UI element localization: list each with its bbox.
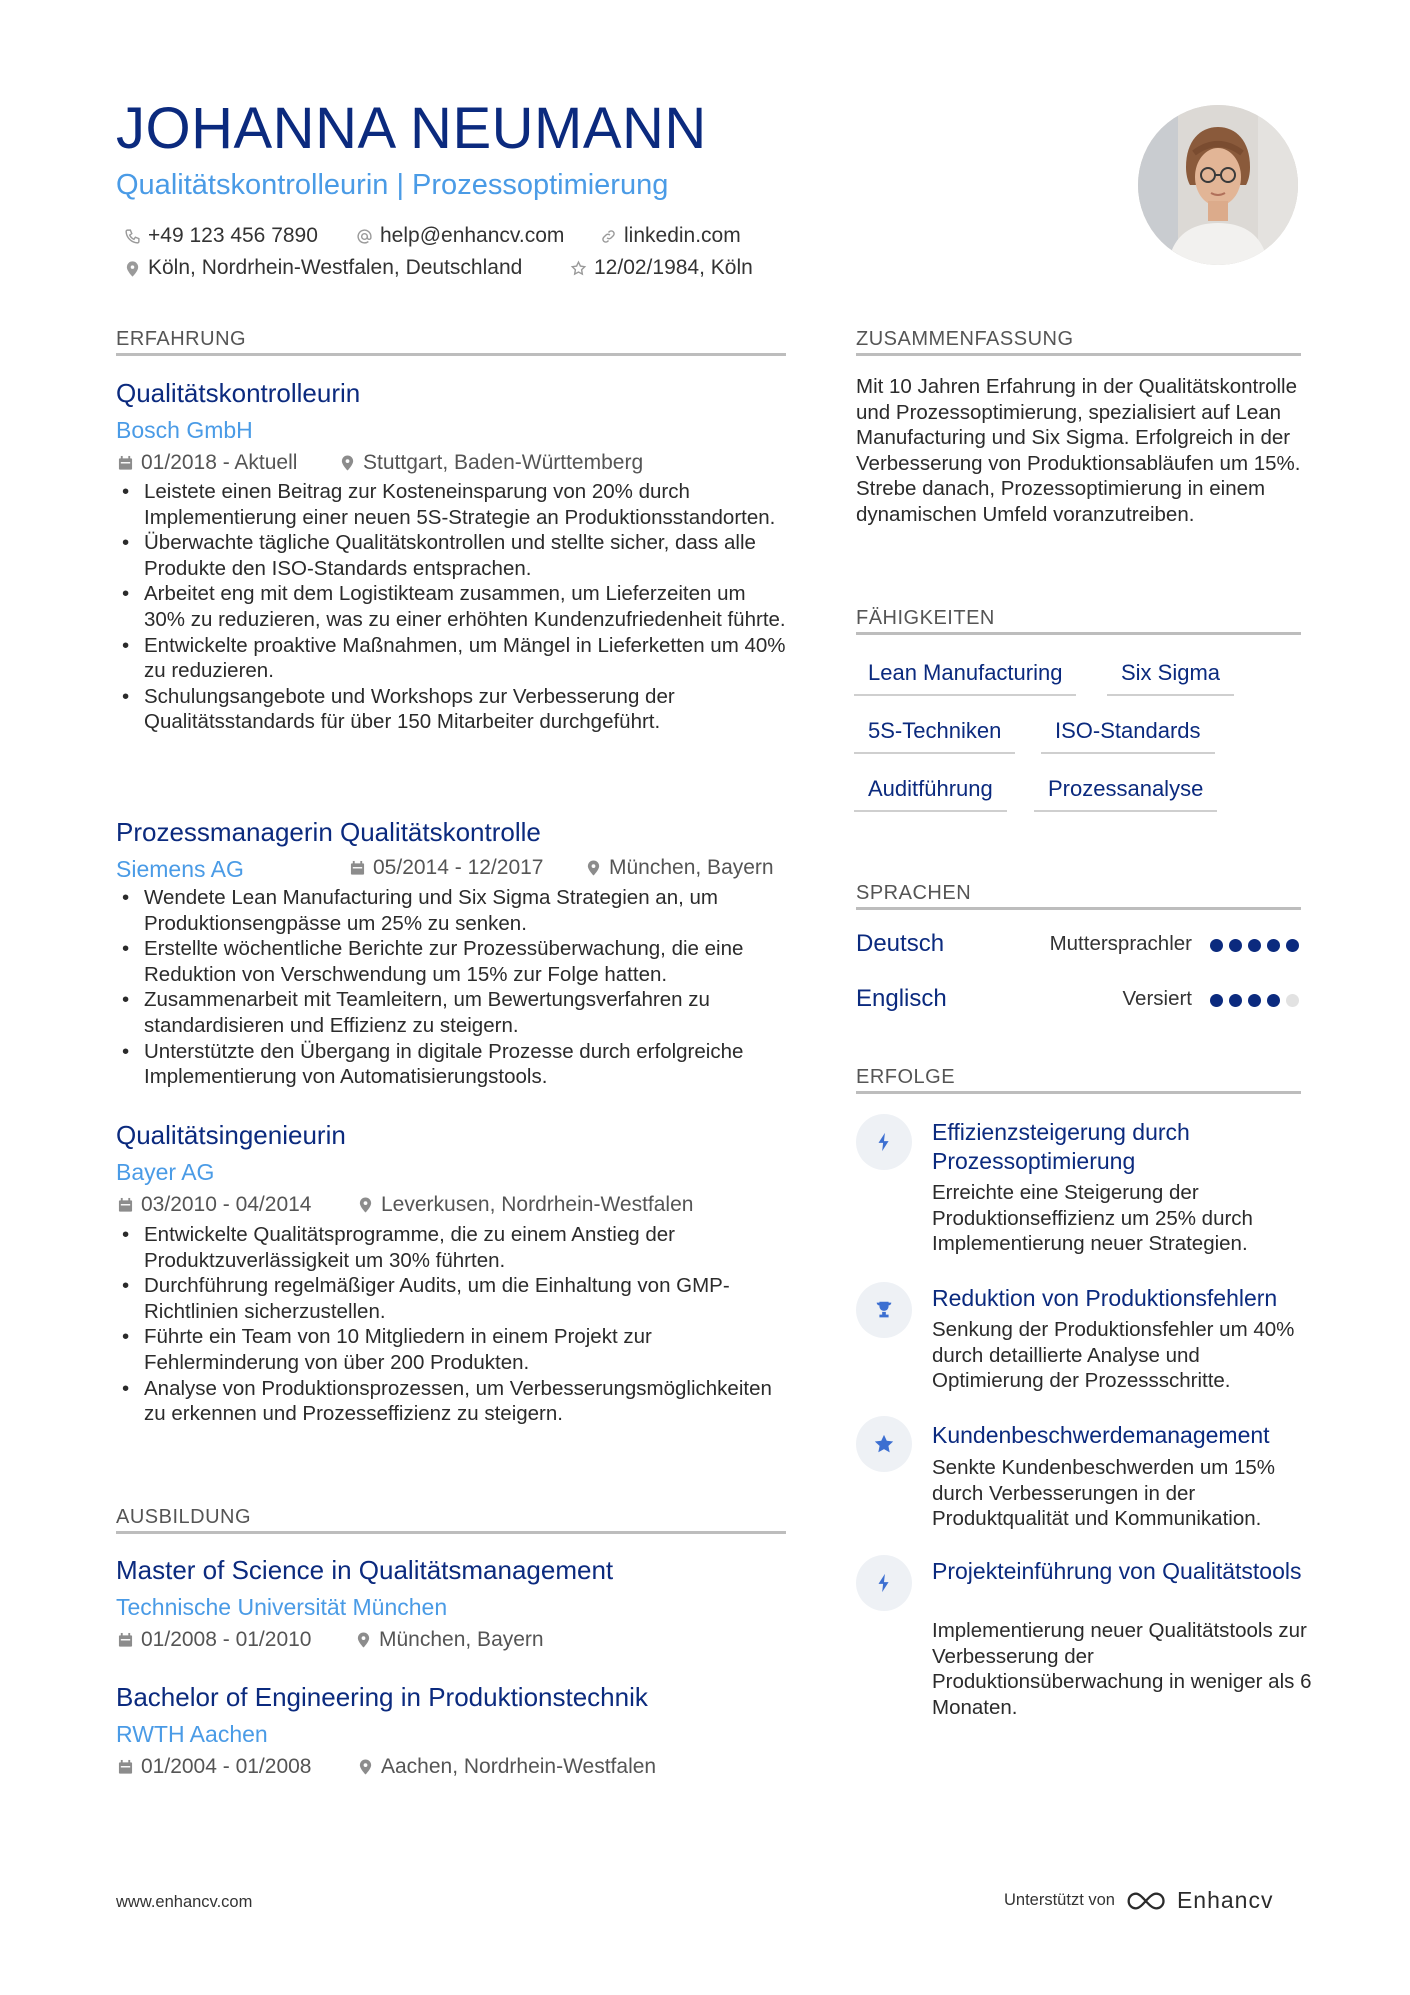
bullet-item: • Überwachte tägliche Qualitätskontrollen und stellte sicher, dass alle Produkte den ISO-Standards entsprachen. [116, 530, 786, 581]
job-location-text: München, Bayern [609, 856, 774, 879]
skill-tag: Prozessanalyse [1034, 770, 1217, 812]
bullet-item: • Erstellte wöchentliche Berichte zur Prozessüberwachung, die eine Reduktion von Verschwendung um 15% zur Folge hatten. [116, 936, 786, 987]
star-outline-icon [570, 260, 587, 277]
rating-dot-filled [1229, 939, 1242, 952]
education-location [358, 1755, 656, 1779]
powered-by-text: Unterstützt von [1004, 1891, 1115, 1909]
achievements-divider [856, 1091, 1301, 1094]
job-bullets [116, 1222, 786, 1427]
education-location-text: Aachen, Nordrhein-Westfalen [381, 1755, 657, 1778]
rating-dot-filled [1229, 994, 1242, 1007]
achievement-title: Effizienzsteigerung durch Prozessoptimierung [932, 1119, 1190, 1174]
linkedin-text: linkedin.com [624, 224, 741, 247]
bullet-item: • Durchführung regelmäßiger Audits, um die Einhaltung von GMP-Richtlinien sicherzustellen. [116, 1273, 786, 1324]
achievement-title: Projekteinführung von Qualitätstools [932, 1558, 1302, 1584]
rating-dot-filled [1210, 994, 1223, 1007]
job-bullets [116, 885, 786, 1090]
rating-dot-filled [1248, 939, 1261, 952]
profile-photo [1138, 105, 1298, 265]
bullet-item: • Zusammenarbeit mit Teamleitern, um Bewertungsverfahren zu standardisieren und Effizienz zu steigern. [116, 987, 786, 1038]
summary-text: Mit 10 Jahren Erfahrung in der Qualitätskontrolle und Prozessoptimierung, spezialisiert auf Lean Manufacturing und Six Sigma. Erfolgreich in der Verbesserung von Produktionsabläufen um 15%. Strebe danach, Prozessoptimierung in einem dynamischen Umfeld voranzutreiben. [856, 375, 1301, 526]
rating-dot-filled [1267, 994, 1280, 1007]
calendar-icon [118, 1632, 133, 1648]
job-location [358, 1193, 693, 1217]
phone-icon [124, 228, 141, 245]
infinity-logo-icon [1125, 1890, 1169, 1912]
link-icon [600, 228, 617, 245]
contact-phone [124, 224, 318, 248]
achievement-desc: Implementierung neuer Qualitätstools zur Verbesserung der Produktionsüberwachung in weniger als 6 Monaten. [932, 1619, 1312, 1719]
job-company: Siemens AG [116, 856, 244, 882]
calendar-icon [350, 860, 365, 876]
skills-divider [856, 632, 1301, 635]
skill-tag: ISO-Standards [1041, 712, 1215, 754]
contact-linkedin[interactable] [600, 224, 741, 248]
language-rating [1210, 939, 1299, 952]
achievement-icon [856, 1416, 912, 1472]
location-pin-icon [124, 260, 141, 277]
profile-portrait [1138, 105, 1298, 265]
job-company: Bosch GmbH [116, 417, 253, 443]
language-level: Versiert [1122, 987, 1192, 1010]
education-location-text: München, Bayern [379, 1628, 544, 1651]
birth-text: 12/02/1984, Köln [594, 256, 753, 279]
skill-tag: Six Sigma [1107, 654, 1234, 696]
email-text: help@enhancv.com [380, 224, 565, 247]
achievement-desc: Erreichte eine Steigerung der Produktionseffizienz um 25% durch Implementierung neuer Strategien. [932, 1181, 1253, 1256]
achievement-title: Reduktion von Produktionsfehlern [932, 1285, 1278, 1311]
degree-title: Master of Science in Qualitätsmanagement [116, 1555, 614, 1585]
achievements-heading: ERFOLGE [856, 1066, 956, 1088]
experience-heading: ERFAHRUNG [116, 328, 247, 350]
brand-name: Enhancv [1176, 1887, 1274, 1913]
candidate-name: JOHANNA NEUMANN [116, 96, 707, 161]
achievement-icon [856, 1555, 912, 1611]
achievement-desc: Senkte Kundenbeschwerden um 15% durch Verbesserungen in der Produktqualität und Kommunikation. [932, 1456, 1276, 1531]
languages-divider [856, 907, 1301, 910]
education-dates-text: 01/2008 - 01/2010 [141, 1628, 312, 1651]
language-rating [1210, 994, 1299, 1007]
bullet-item: • Wendete Lean Manufacturing und Six Sigma Strategien an, um Produktionsengpässe um 25% zu senken. [116, 885, 786, 936]
job-location-text: Stuttgart, Baden-Württemberg [363, 451, 644, 474]
bullet-item: • Schulungsangebote und Workshops zur Verbesserung der Qualitätsstandards für über 150 Mitarbeiter durchgeführt. [116, 684, 786, 735]
education-dates-text: 01/2004 - 01/2008 [141, 1755, 312, 1778]
job-dates [118, 1193, 311, 1217]
job-dates-text: 03/2010 - 04/2014 [141, 1193, 312, 1216]
rating-dot-filled [1248, 994, 1261, 1007]
skill-tag: Auditführung [854, 770, 1007, 812]
enhancv-logo [1125, 1887, 1274, 1914]
achievement-icon [856, 1114, 912, 1170]
school-name: Technische Universität München [116, 1594, 448, 1620]
education-heading: AUSBILDUNG [116, 1506, 252, 1528]
contact-location [124, 256, 522, 280]
job-dates [350, 856, 543, 880]
language-name: Englisch [856, 985, 947, 1012]
job-dates-text: 05/2014 - 12/2017 [373, 856, 544, 879]
bolt-icon [873, 1572, 895, 1594]
achievement-title: Kundenbeschwerdemanagement [932, 1422, 1270, 1448]
bullet-item: • Führte ein Team von 10 Mitgliedern in einem Projekt zur Fehlerminderung von über 200 Produkten. [116, 1324, 786, 1375]
job-location [340, 451, 643, 475]
summary-divider [856, 353, 1301, 356]
star-icon [873, 1433, 895, 1455]
skill-tag: Lean Manufacturing [854, 654, 1076, 696]
bullet-item: • Leistete einen Beitrag zur Kosteneinsparung von 20% durch Implementierung einer neuen 5S-Strategie an Produktionsstandorten. [116, 479, 786, 530]
education-location [356, 1628, 544, 1652]
candidate-subtitle: Qualitätskontrolleurin | Prozessoptimierung [116, 169, 669, 201]
job-dates-text: 01/2018 - Aktuell [141, 451, 298, 474]
achievement-desc: Senkung der Produktionsfehler um 40% durch detaillierte Analyse und Optimierung der Prozessschritte. [932, 1318, 1295, 1393]
degree-title: Bachelor of Engineering in Produktionstechnik [116, 1682, 648, 1712]
location-pin-icon [358, 1197, 373, 1213]
job-company: Bayer AG [116, 1159, 215, 1185]
achievement-icon [856, 1282, 912, 1338]
language-level: Muttersprachler [1049, 932, 1192, 955]
bullet-item: • Arbeitet eng mit dem Logistikteam zusammen, um Lieferzeiten um 30% zu reduzieren, was zu einer erhöhten Kundenzufriedenheit führte. [116, 581, 786, 632]
language-name: Deutsch [856, 930, 945, 957]
location-text: Köln, Nordrhein-Westfalen, Deutschland [148, 256, 523, 279]
job-location [586, 856, 774, 880]
rating-dot-filled [1286, 939, 1299, 952]
job-location-text: Leverkusen, Nordrhein-Westfalen [381, 1193, 694, 1216]
footer-branding [1004, 1887, 1273, 1914]
contact-email[interactable] [356, 224, 564, 248]
job-title: Qualitätsingenieurin [116, 1120, 346, 1150]
job-dates [118, 451, 297, 475]
skills-heading: FÄHIGKEITEN [856, 607, 995, 629]
job-bullets [116, 479, 786, 735]
location-pin-icon [356, 1632, 371, 1648]
calendar-icon [118, 455, 133, 471]
rating-dot-empty [1286, 994, 1299, 1007]
phone-text: +49 123 456 7890 [148, 224, 318, 247]
trophy-icon [873, 1299, 895, 1321]
summary-heading: ZUSAMMENFASSUNG [856, 328, 1074, 350]
at-icon [356, 228, 373, 245]
bullet-item: • Analyse von Produktionsprozessen, um Verbesserungsmöglichkeiten zu erkennen und Prozesseffizienz zu steigern. [116, 1376, 786, 1427]
location-pin-icon [358, 1759, 373, 1775]
education-divider [116, 1531, 786, 1534]
rating-dot-filled [1267, 939, 1280, 952]
location-pin-icon [340, 455, 355, 471]
bullet-item: • Entwickelte Qualitätsprogramme, die zu einem Anstieg der Produktzuverlässigkeit um 30% führten. [116, 1222, 786, 1273]
languages-heading: SPRACHEN [856, 882, 972, 904]
bolt-icon [873, 1131, 895, 1153]
bullet-item: • Entwickelte proaktive Maßnahmen, um Mängel in Lieferketten um 40% zu reduzieren. [116, 633, 786, 684]
school-name: RWTH Aachen [116, 1721, 268, 1747]
calendar-icon [118, 1197, 133, 1213]
contact-birth [570, 256, 753, 280]
calendar-icon [118, 1759, 133, 1775]
footer-website[interactable]: www.enhancv.com [116, 1893, 253, 1911]
education-dates [118, 1628, 311, 1652]
bullet-item: • Unterstützte den Übergang in digitale Prozesse durch erfolgreiche Implementierung von Automatisierungstools. [116, 1039, 786, 1090]
location-pin-icon [586, 860, 601, 876]
experience-divider [116, 353, 786, 356]
job-title: Prozessmanagerin Qualitätskontrolle [116, 817, 541, 847]
skill-tag: 5S-Techniken [854, 712, 1015, 754]
job-title: Qualitätskontrolleurin [116, 378, 361, 408]
education-dates [118, 1755, 311, 1779]
rating-dot-filled [1210, 939, 1223, 952]
